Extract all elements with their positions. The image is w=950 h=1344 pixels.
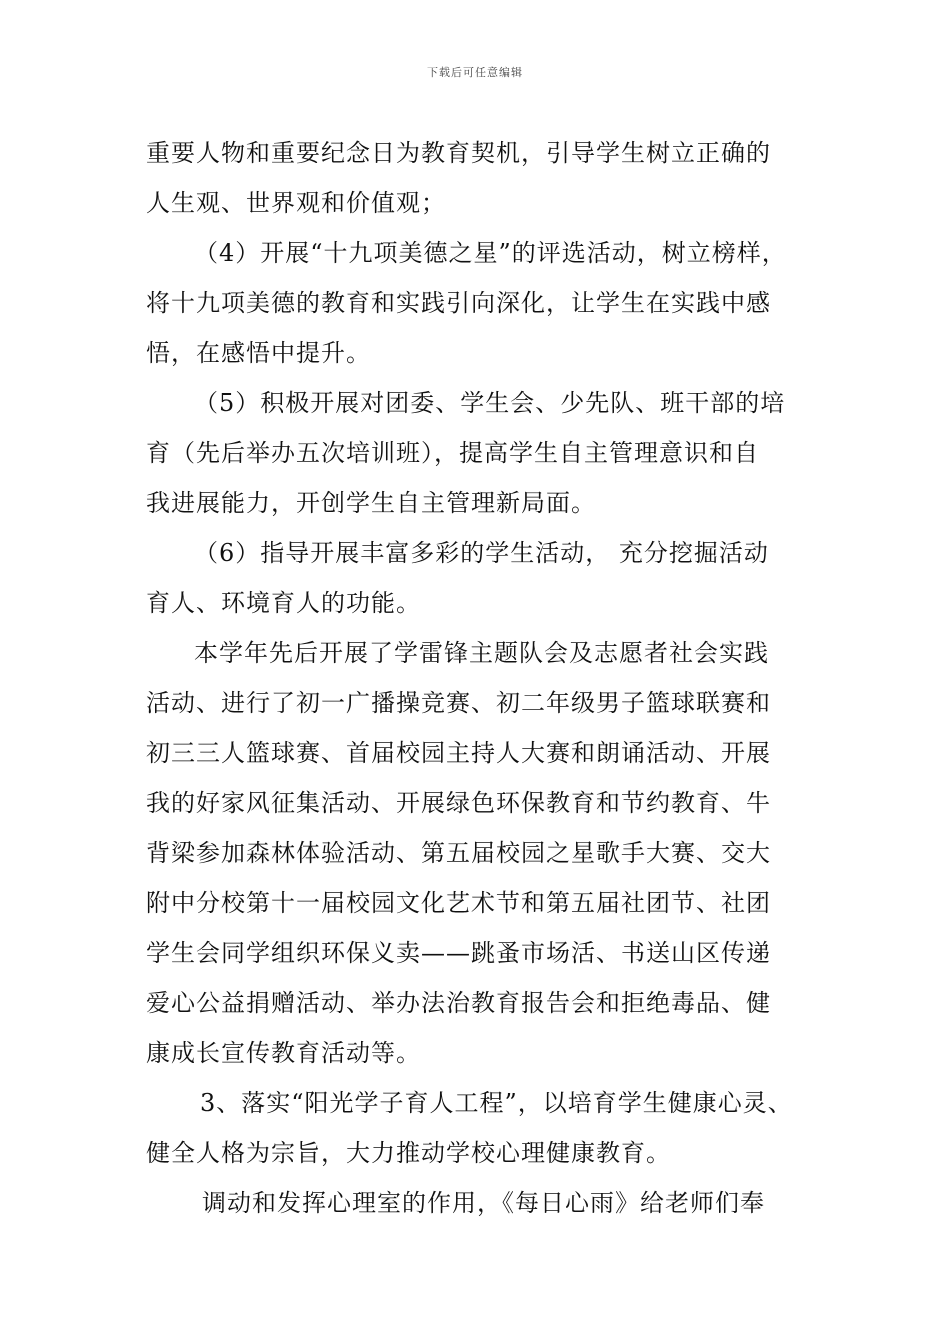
text-line: 调动和发挥心理室的作用，《每日心雨》给老师们奉 <box>202 1189 765 1217</box>
text-line: （5）积极开展对团委、学生会、少先队、班干部的培 <box>194 389 786 417</box>
text-line: 悟，在感悟中提升。 <box>146 339 371 367</box>
text-line: （6）指导开展丰富多彩的学生活动， 充分挖掘活动 <box>194 539 769 567</box>
text-line: 我的好家风征集活动、开展绿色环保教育和节约教育、牛 <box>146 789 771 817</box>
text-line: 活动、进行了初一广播操竞赛、初二年级男子篮球联赛和 <box>146 689 771 717</box>
document-body <box>146 128 826 1228</box>
text-line: 康成长宣传教育活动等。 <box>146 1039 421 1067</box>
text-line: 附中分校第十一届校园文化艺术节和第五届社团节、社团 <box>146 889 771 917</box>
text-line: 重要人物和重要纪念日为教育契机，引导学生树立正确的 <box>146 139 771 167</box>
text-line: 育人、环境育人的功能。 <box>146 589 421 617</box>
text-line: 将十九项美德的教育和实践引向深化，让学生在实践中感 <box>146 289 771 317</box>
text-line: 健全人格为宗旨，大力推动学校心理健康教育。 <box>146 1139 671 1167</box>
download-note: 下载后可任意编辑 <box>427 66 523 79</box>
text-line: 人生观、世界观和价值观； <box>146 189 446 217</box>
text-line: 我进展能力，开创学生自主管理新局面。 <box>146 489 596 517</box>
text-line: 3、落实“阳光学子育人工程”，以培育学生健康心灵、 <box>200 1089 793 1117</box>
text-line: 爱心公益捐赠活动、举办法治教育报告会和拒绝毒品、健 <box>146 989 771 1017</box>
text-line: 育（先后举办五次培训班），提高学生自主管理意识和自 <box>146 439 759 467</box>
text-line: （4）开展“十九项美德之星”的评选活动，树立榜样， <box>194 239 787 267</box>
text-line: 背梁参加森林体验活动、第五届校园之星歌手大赛、交大 <box>146 839 771 867</box>
text-line: 初三三人篮球赛、首届校园主持人大赛和朗诵活动、开展 <box>146 739 771 767</box>
text-line: 学生会同学组织环保义卖——跳蚤市场活、书送山区传递 <box>146 939 771 967</box>
text-line: 本学年先后开展了学雷锋主题队会及志愿者社会实践 <box>194 639 769 667</box>
